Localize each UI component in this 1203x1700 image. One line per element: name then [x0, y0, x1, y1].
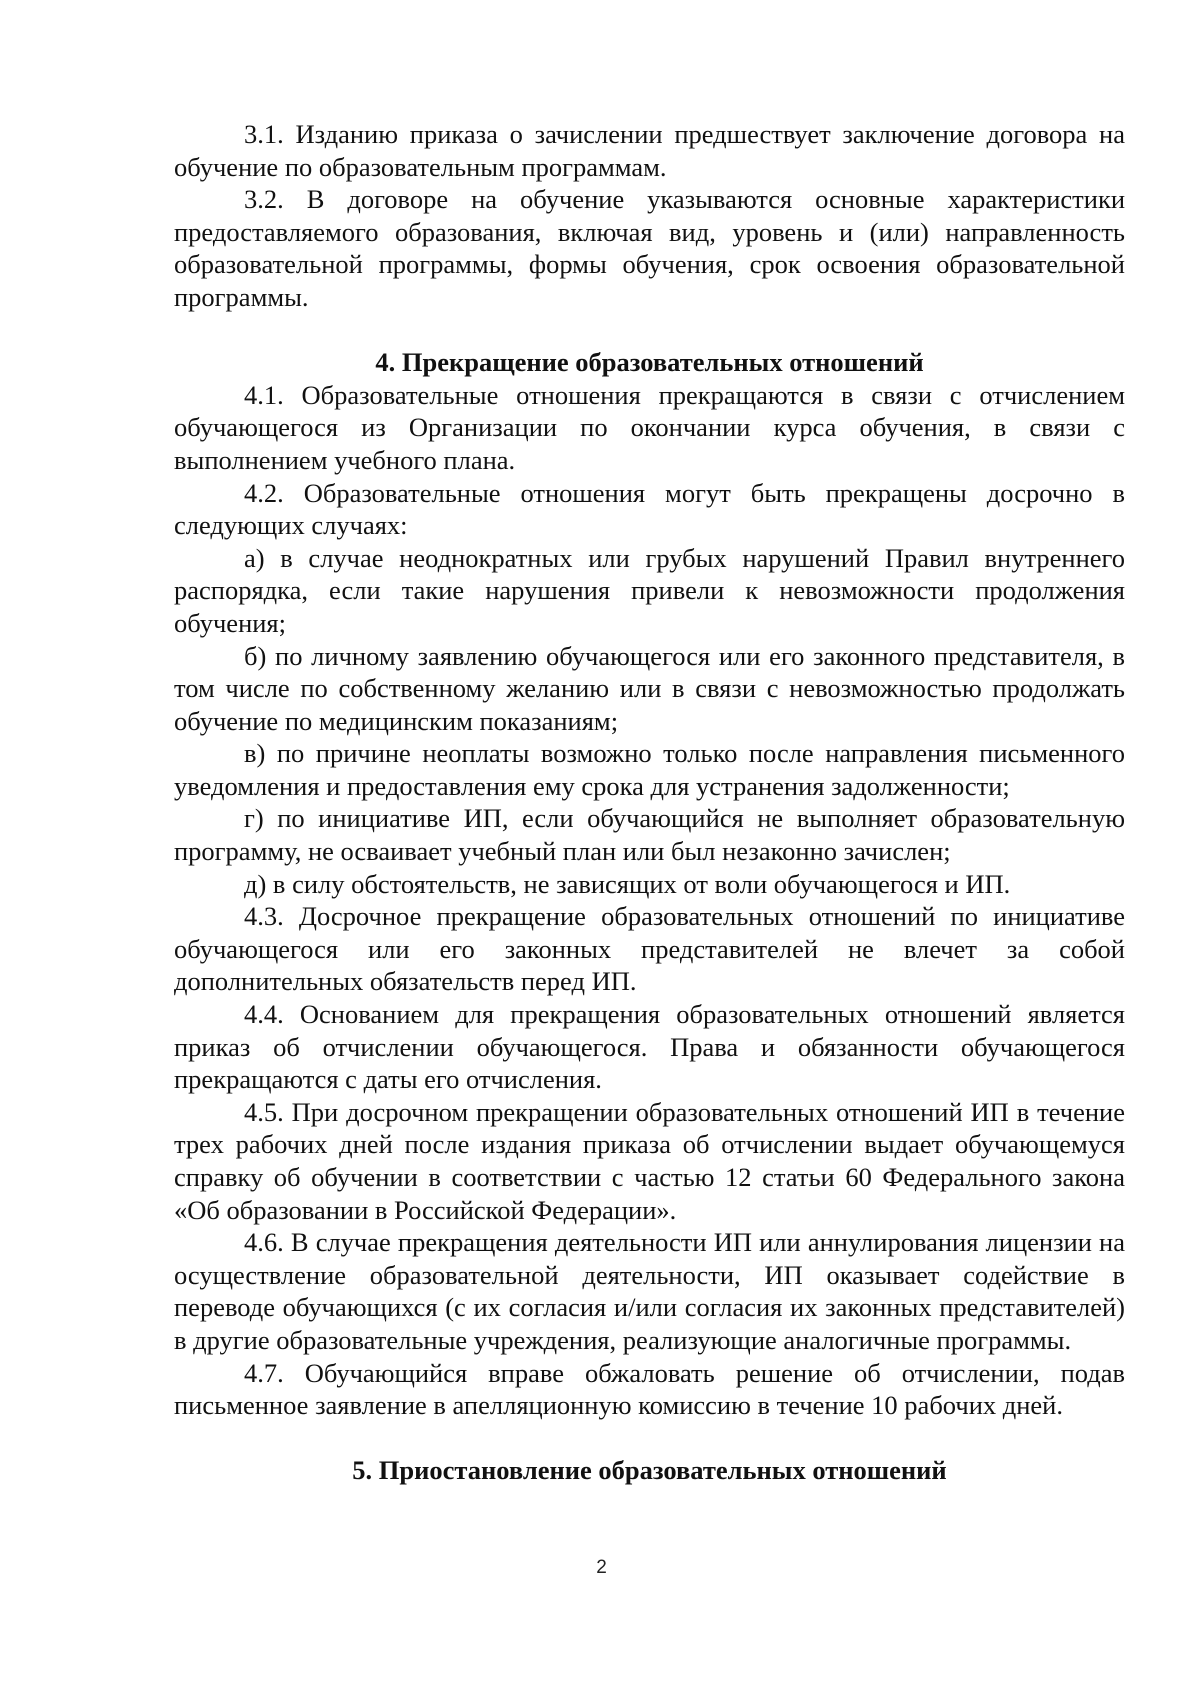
section-5-title: 5. Приостановление образовательных отношений: [352, 1455, 947, 1486]
section-spacer: [174, 1422, 1125, 1455]
list-item-4-2-v: в) по причине неоплаты возможно только после направления письменного уведомления и предоставления ему срока для устранения задолженности;: [174, 738, 1125, 801]
list-item-4-2-b: б) по личному заявлению обучающегося или его законного представителя, в том числе по собственному желанию или в связи с невозможностью продолжать обучение по медицинским показаниям;: [174, 640, 1125, 736]
document-body: [174, 118, 1125, 1487]
section-4-title: 4. Прекращение образовательных отношений: [375, 347, 924, 378]
paragraph-4-1: 4.1. Образовательные отношения прекращаются в связи с отчислением обучающегося из Организации по окончании курса обучения, в связи с выполнением учебного плана.: [174, 379, 1125, 475]
paragraph-4-3: 4.3. Досрочное прекращение образовательных отношений по инициативе обучающегося или его законных представителей не влечет за собой дополнительных обязательств перед ИП.: [174, 901, 1125, 997]
paragraph-4-7: 4.7. Обучающийся вправе обжаловать решение об отчислении, подав письменное заявление в апелляционную комиссию в течение 10 рабочих дней.: [174, 1357, 1125, 1421]
paragraph-4-4: 4.4. Основанием для прекращения образовательных отношений является приказ об отчислении обучающегося. Права и обязанности обучающегося прекращаются с даты его отчисления.: [174, 999, 1125, 1095]
paragraph-3-2: 3.2. В договоре на обучение указываются основные характеристики предоставляемого образования, включая вид, уровень и (или) направленность образовательной программы, формы обучения, срок освоения образовательной программы.: [174, 184, 1125, 312]
paragraph-4-5: 4.5. При досрочном прекращении образовательных отношений ИП в течение трех рабочих дней после издания приказа об отчислении выдает обучающемуся справку об обучении в соответствии с частью 12 статьи 60 Федерального закона «Об образовании в Российской Федерации».: [174, 1096, 1125, 1225]
list-item-4-2-a: а) в случае неоднократных или грубых нарушений Правил внутреннего распорядка, если такие нарушения привели к невозможности продолжения обучения;: [174, 542, 1125, 638]
paragraph-4-2: 4.2. Образовательные отношения могут быть прекращены досрочно в следующих случаях:: [174, 477, 1125, 541]
page-number: 2: [596, 1557, 607, 1578]
section-spacer: [174, 314, 1125, 347]
list-item-4-2-d: д) в силу обстоятельств, не зависящих от воли обучающегося и ИП.: [244, 868, 1011, 899]
paragraph-4-6: 4.6. В случае прекращения деятельности ИП или аннулирования лицензии на осуществление образовательной деятельности, ИП оказывает содействие в переводе обучающихся (с их согласия и/или согласия их законных представителей) в другие образовательные учреждения, реализующие аналогичные программы.: [174, 1227, 1125, 1355]
paragraph-3-1: 3.1. Изданию приказа о зачислении предшествует заключение договора на обучение по образовательным программам.: [174, 119, 1125, 182]
list-item-4-2-g: г) по инициативе ИП, если обучающийся не выполняет образовательную программу, не осваивает учебный план или был незаконно зачислен;: [174, 803, 1125, 867]
